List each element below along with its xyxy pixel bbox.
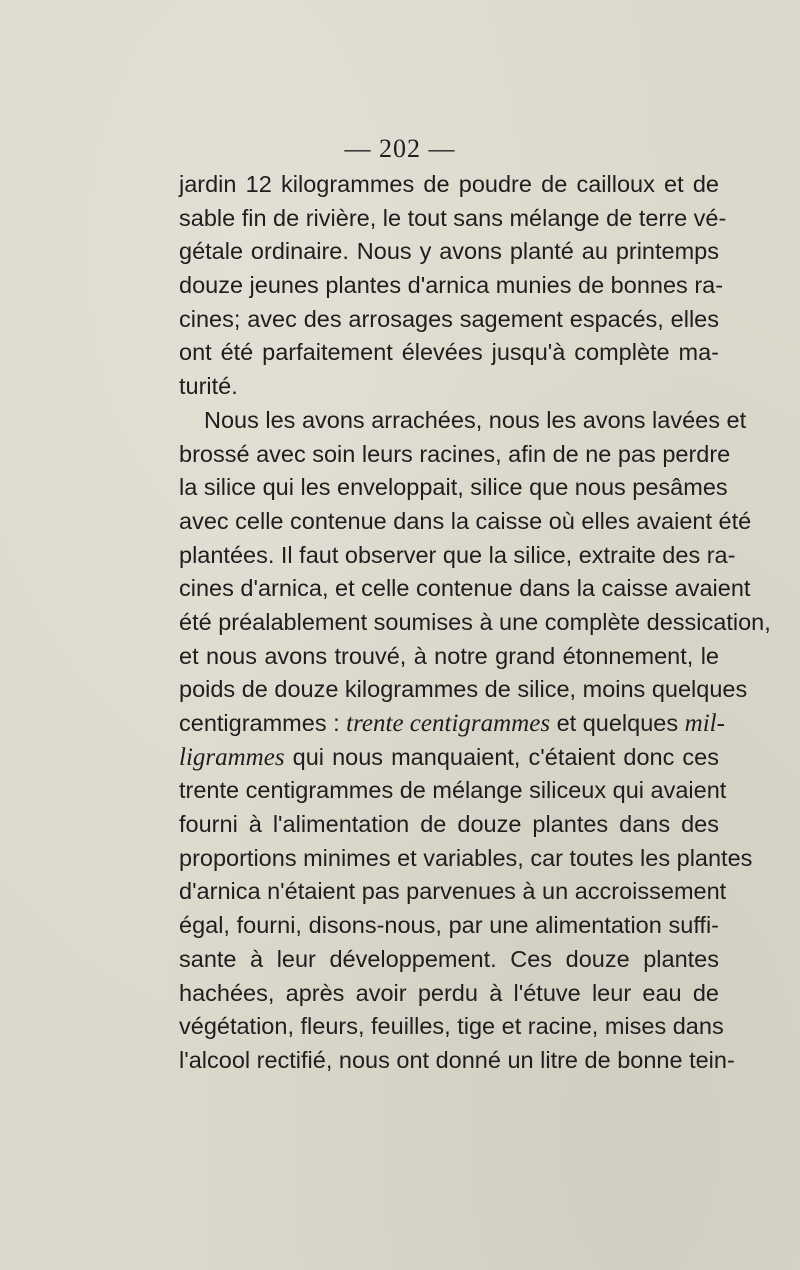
line-text: centigrammes :: [179, 710, 347, 736]
italic-phrase: mil-: [684, 710, 725, 737]
text-line: jardin 12 kilogrammes de poudre de cailloux et de: [179, 171, 719, 197]
text-line: et nous avons trouvé, à notre grand étonnement, le: [179, 642, 719, 669]
text-line: avec celle contenue dans la caisse où elles avaient été: [179, 507, 752, 534]
paragraph-end-line: turité.: [179, 373, 238, 400]
paragraph-start-line: Nous les avons arrachées, nous les avons lavées et: [204, 406, 747, 433]
text-line: l'alcool rectifié, nous ont donné un litre de bonne tein-: [179, 1046, 735, 1073]
text-line: végétation, fleurs, feuilles, tige et racine, mises dans: [179, 1013, 724, 1040]
line-text: et quelques: [550, 710, 685, 736]
text-line-with-italic: [179, 707, 725, 741]
text-line: proportions minimes et variables, car toutes les plantes: [179, 844, 753, 871]
text-line-with-italic: [179, 741, 719, 775]
text-line: d'arnica n'étaient pas parvenues à un accroissement: [179, 878, 727, 905]
text-line: la silice qui les enveloppait, silice que nous pesâmes: [179, 474, 728, 501]
text-line: été préalablement soumises à une complète dessication,: [179, 608, 771, 635]
text-line: plantées. Il faut observer que la silice, extraite des ra-: [179, 541, 736, 568]
text-line: douze jeunes plantes d'arnica munies de bonnes ra-: [179, 272, 724, 299]
text-line: hachées, après avoir perdu à l'étuve leur eau de: [179, 979, 719, 1006]
text-line: fourni à l'alimentation de douze plantes dans des: [179, 811, 719, 838]
text-line: égal, fourni, disons-nous, par une alimentation suffi-: [179, 912, 719, 939]
text-line: trente centigrammes de mélange siliceux qui avaient: [179, 777, 727, 804]
text-line: sante à leur développement. Ces douze plantes: [179, 945, 719, 972]
text-line: gétale ordinaire. Nous y avons planté au printemps: [179, 238, 719, 265]
italic-phrase: ligrammes: [179, 743, 285, 771]
body-text: [179, 168, 771, 1078]
text-line: cines; avec des arrosages sagement espacés, elles: [179, 305, 719, 332]
text-line: cines d'arnica, et celle contenue dans la caisse avaient: [179, 575, 751, 602]
page-number: — 202 —: [344, 134, 456, 163]
text-line: brossé avec soin leurs racines, afin de ne pas perdre: [179, 440, 731, 467]
text-line: poids de douze kilogrammes de silice, moins quelques: [179, 676, 748, 703]
text-line: ont été parfaitement élevées jusqu'à complète ma-: [179, 339, 719, 366]
text-line: sable fin de rivière, le tout sans mélange de terre vé-: [179, 204, 727, 231]
italic-phrase: trente centigrammes: [346, 710, 551, 737]
line-text: qui nous manquaient, c'étaient donc ces: [284, 743, 719, 770]
